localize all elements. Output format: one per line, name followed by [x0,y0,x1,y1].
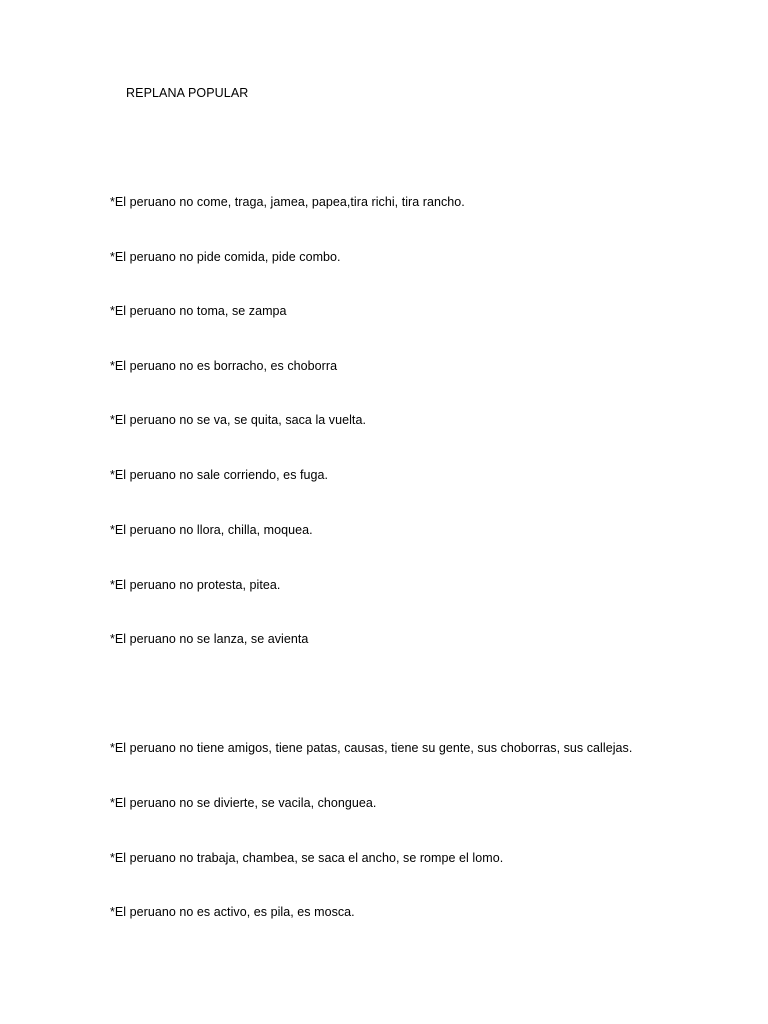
text-line: *El peruano no tiene amigos, tiene patas, causas, tiene su gente, sus choborras, sus callejas. [110,741,633,755]
text-line: *El peruano no protesta, pitea. [110,578,281,592]
text-line: *El peruano no pide comida, pide combo. [110,250,341,264]
text-line: *El peruano no come, traga, jamea, papea,tira richi, tira rancho. [110,195,465,209]
text-line: *El peruano no llora, chilla, moquea. [110,523,313,537]
text-line: *El peruano no toma, se zampa [110,304,287,318]
text-line: *El peruano no sale corriendo, es fuga. [110,468,329,482]
text-line: *El peruano no es borracho, es choborra [110,359,338,373]
text-line: *El peruano no es activo, es pila, es mosca. [110,905,355,919]
text-line: *El peruano no trabaja, chambea, se saca el ancho, se rompe el lomo. [110,851,504,865]
text-line: *El peruano no se divierte, se vacila, chonguea. [110,796,377,810]
document-title: REPLANA POPULAR [126,86,249,100]
text-line: *El peruano no se lanza, se avienta [110,632,309,646]
text-line: *El peruano no se va, se quita, saca la vuelta. [110,413,366,427]
